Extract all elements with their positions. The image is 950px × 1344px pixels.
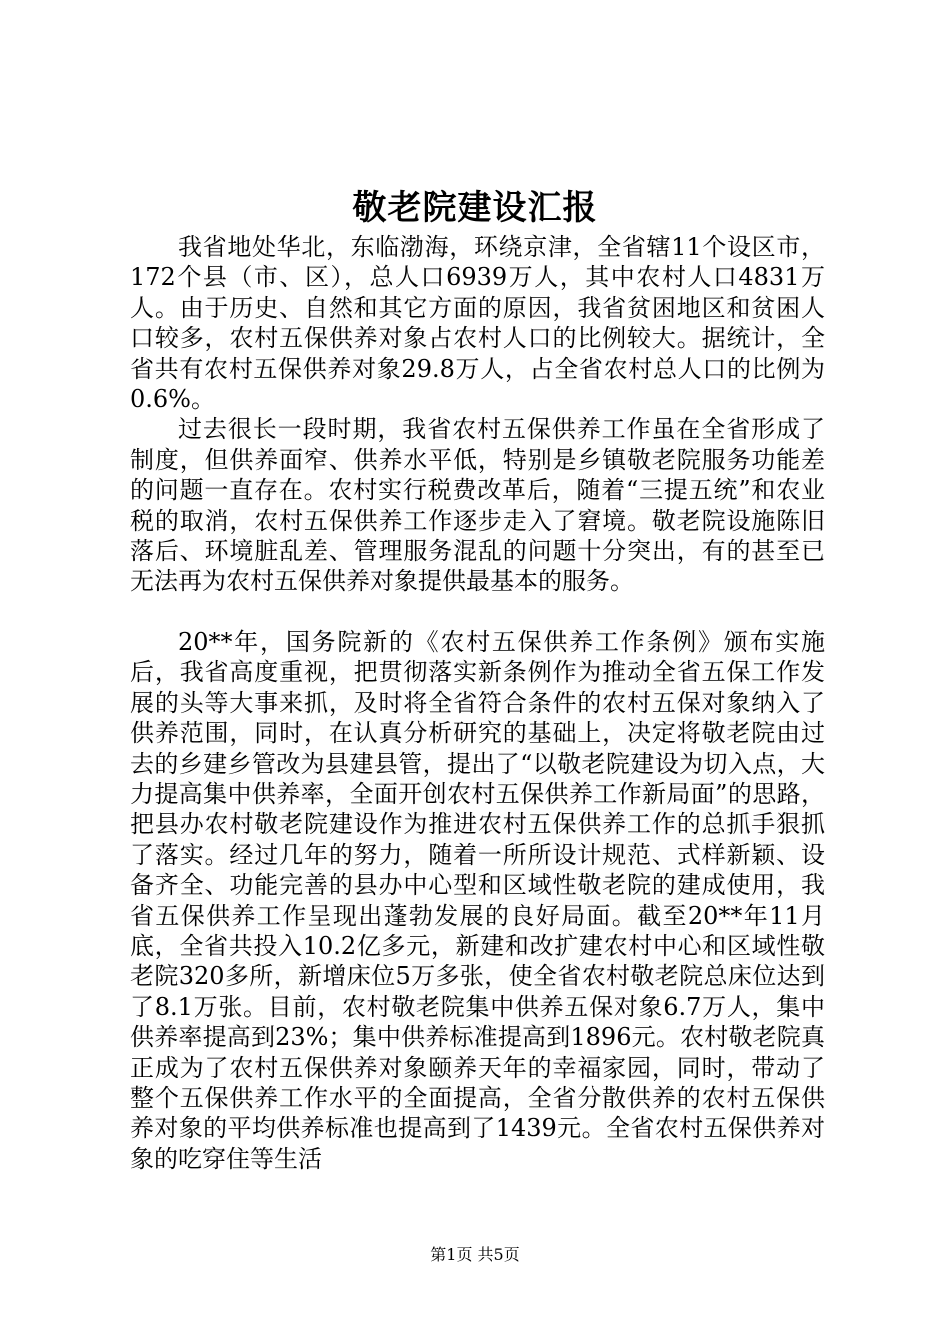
page-footer: 第1页 共5页 [430, 1245, 520, 1264]
paragraph-spacer [130, 597, 825, 627]
paragraph-1: 我省地处华北，东临渤海，环绕京津，全省辖11个设区市，172个县（市、区），总人口6939万人，其中农村人口4831万人。由于历史、自然和其它方面的原因，我省贫困地区和贫困人口较多，农村五保供养对象占农村人口的比例较大。据统计，全省共有农村五保供养对象29.8万人，占全省农村总人口的比例为0.6%。 [130, 233, 825, 414]
document-title: 敬老院建设汇报 [352, 188, 598, 228]
paragraph-2: 过去很长一段时期，我省农村五保供养工作虽在全省形成了制度，但供养面窄、供养水平低，特别是乡镇敬老院服务功能差的问题一直存在。农村实行税费改革后，随着“三提五统”和农业税的取消，农村五保供养工作逐步走入了窘境。敬老院设施陈旧落后、环境脏乱差、管理服务混乱的问题十分突出，有的甚至已无法再为农村五保供养对象提供最基本的服务。 [130, 415, 825, 596]
document-body [130, 232, 825, 1174]
paragraph-3: 20**年，国务院新的《农村五保供养工作条例》颁布实施后，我省高度重视，把贯彻落实新条例作为推动全省五保工作发展的头等大事来抓，及时将全省符合条件的农村五保对象纳入了供养范围，同时，在认真分析研究的基础上，决定将敬老院由过去的乡建乡管改为县建县管，提出了“以敬老院建设为切入点，大力提高集中供养率，全面开创农村五保供养工作新局面”的思路，把县办农村敬老院建设作为推进农村五保供养工作的总抓手狠抓了落实。经过几年的努力，随着一所所设计规范、式样新颖、设备齐全、功能完善的县办中心型和区域性敬老院的建成使用，我省五保供养工作呈现出蓬勃发展的良好局面。截至20**年11月底，全省共投入10.2亿多元，新建和改扩建农村中心和区域性敬老院320多所，新增床位5万多张，使全省农村敬老院总床位达到了8.1万张。目前，农村敬老院集中供养五保对象6.7万人，集中供养率提高到23%；集中供养标准提高到1896元。农村敬老院真正成为了农村五保供养对象颐养天年的幸福家园，同时，带动了整个五保供养工作水平的全面提高，全省分散供养的农村五保供养对象的平均供养标准也提高到了1439元。全省农村五保供养对象的吃穿住等生活 [130, 627, 825, 1173]
